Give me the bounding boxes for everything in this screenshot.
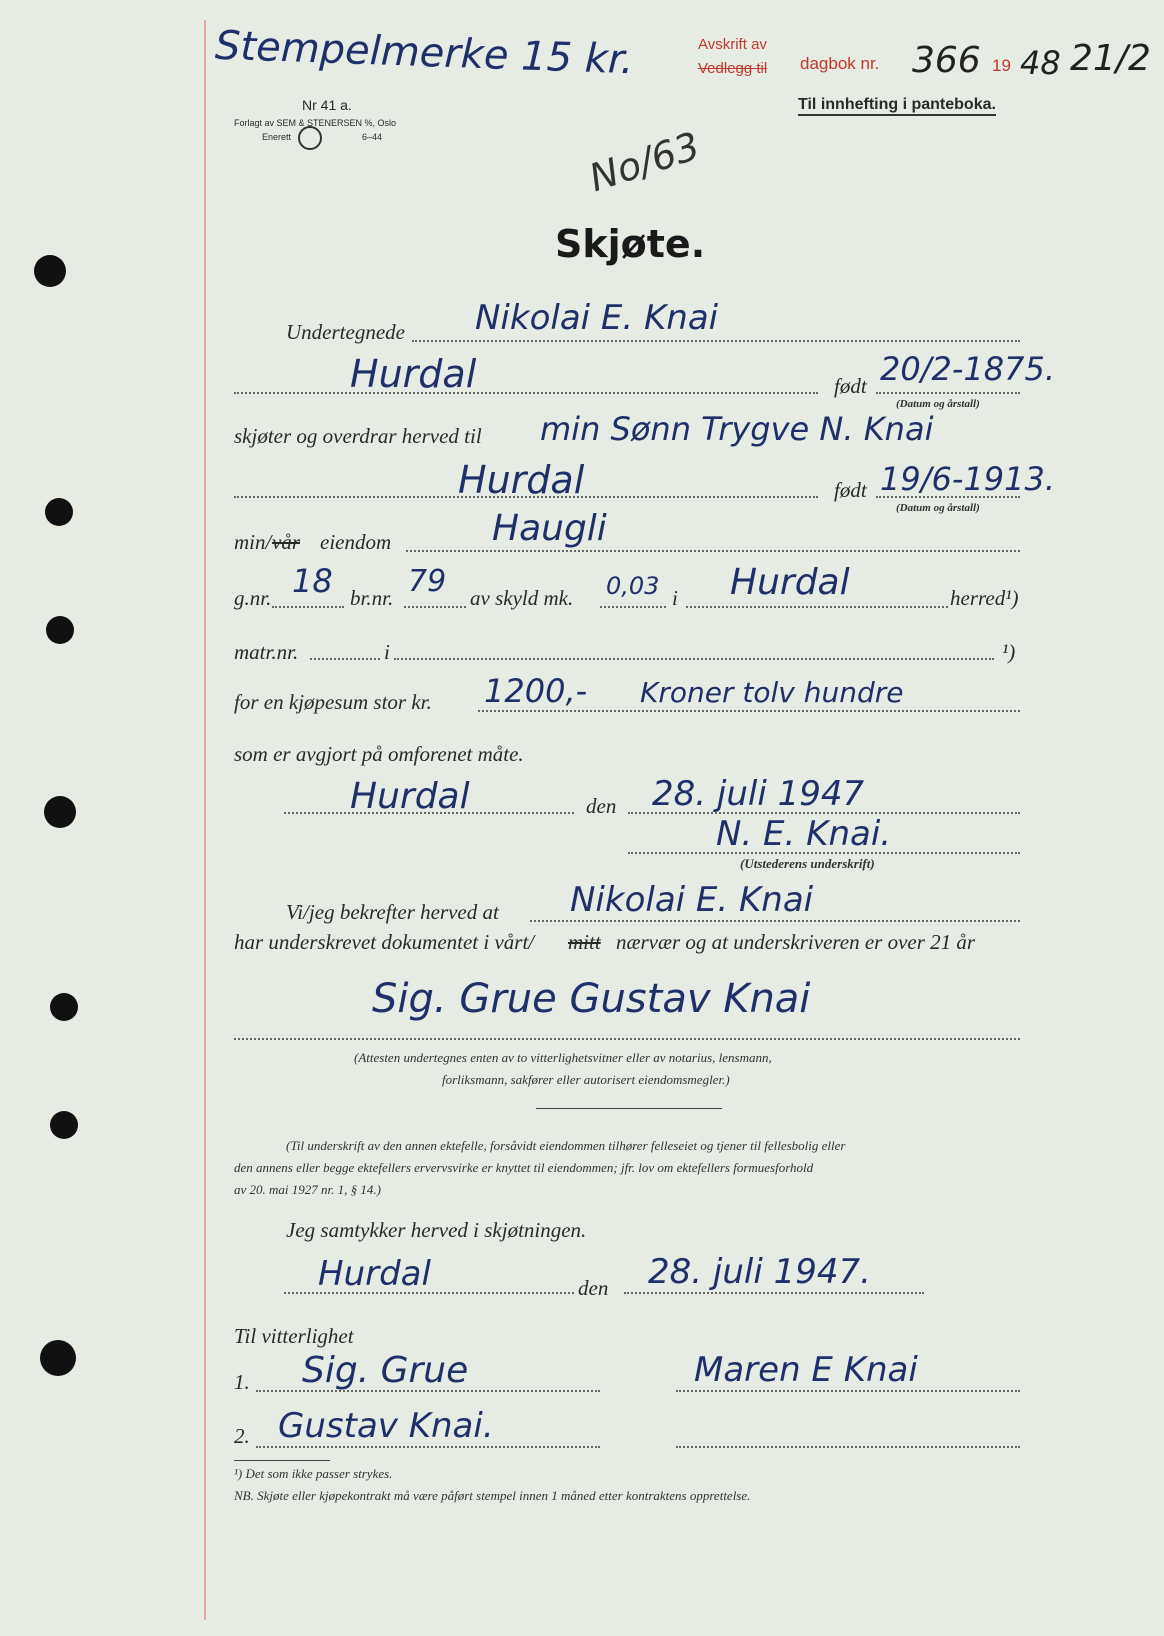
- punch-hole: [50, 993, 78, 1021]
- date-note: 21/2: [1070, 38, 1151, 79]
- dotted-line: [256, 1446, 600, 1448]
- dotted-line: [676, 1446, 1020, 1448]
- skyld-value: 0,03: [606, 572, 660, 600]
- divider: [234, 1460, 330, 1461]
- birth-date-2: 19/6-1913.: [880, 460, 1056, 498]
- dotted-line: [404, 606, 466, 608]
- kjopesum-label: for en kjøpesum stor kr.: [234, 690, 432, 714]
- dotted-line: [284, 1292, 574, 1294]
- handwritten-number: No/63: [583, 123, 705, 201]
- skjoter-label: skjøter og overdrar herved til: [234, 424, 482, 448]
- footnote-1: ¹) Det som ikke passer strykes.: [234, 1466, 393, 1481]
- publisher-seal-icon: [298, 126, 322, 150]
- divider: [536, 1108, 722, 1109]
- punch-hole: [40, 1340, 76, 1376]
- stamp-note: Stempelmerke 15 kr.: [214, 22, 635, 84]
- attest-note-2: forliksmann, sakfører eller autorisert eiendomsmegler.): [442, 1072, 730, 1087]
- red-stamp-line2: Vedlegg til: [698, 60, 768, 77]
- underskrevet-text-a: har underskrevet dokumentet i vårt/: [234, 930, 535, 954]
- dotted-line: [272, 606, 344, 608]
- undertegnede-label: Undertegnede: [286, 320, 405, 344]
- vitterlighet-label: Til vitterlighet: [234, 1324, 354, 1348]
- dotted-line: [310, 658, 380, 660]
- innhefting-label: Til innhefting i panteboka.: [798, 96, 996, 116]
- undertegnede-value: Nikolai E. Knai: [475, 298, 719, 338]
- dotted-line: [256, 1390, 600, 1392]
- punch-hole: [45, 498, 73, 526]
- dotted-line: [234, 1038, 1020, 1040]
- recipient-value: min Sønn Trygve N. Knai: [540, 410, 934, 448]
- witness-2-signature: Gustav Knai.: [278, 1406, 494, 1446]
- issuer-caption: (Utstederens underskrift): [740, 856, 875, 871]
- dotted-line: [394, 658, 994, 660]
- witness-2-number: 2.: [234, 1424, 250, 1448]
- punch-hole: [44, 796, 76, 828]
- punch-hole: [46, 616, 74, 644]
- skyld-label: av skyld mk.: [470, 586, 574, 610]
- den-label-2: den: [578, 1276, 609, 1300]
- underskrevet-text-b: nærvær og at underskriveren er over 21 år: [616, 930, 976, 954]
- eiendom-label-var: vår: [272, 530, 300, 554]
- den-label-1: den: [586, 794, 617, 818]
- red-stamp-dagbok: dagbok nr.: [800, 54, 880, 73]
- dotted-line: [478, 710, 1020, 712]
- dotted-line: [284, 812, 574, 814]
- spouse-signature: Maren E Knai: [694, 1350, 918, 1390]
- fodt-label-2: født: [834, 478, 867, 502]
- spouse-note-1: (Til underskrift av den annen ektefelle, forsåvidt eiendommen tilhører felleseiet og tjener til fellesbolig eller: [286, 1138, 846, 1153]
- publisher-line1: Forlagt av SEM & STENERSEN %, Oslo: [234, 118, 397, 128]
- eiendom-value: Haugli: [492, 508, 607, 549]
- fodt-label-1: født: [834, 374, 867, 398]
- place-3: Hurdal: [318, 1254, 431, 1294]
- dotted-line: [234, 392, 818, 394]
- spouse-note-2: den annens eller begge ektefellers ervervsvirke er knyttet til eiendommen; jfr. lov om ektefellers formuesforhold: [234, 1160, 814, 1175]
- dagbok-number: 366: [912, 40, 981, 81]
- dotted-line: [624, 1292, 924, 1294]
- punch-hole: [50, 1111, 78, 1139]
- place-1: Hurdal: [350, 352, 477, 396]
- matr-end: ¹): [1002, 640, 1016, 664]
- datum-note-1: (Datum og årstall): [896, 398, 980, 410]
- avgjort-text: som er avgjort på omforenet måte.: [234, 742, 524, 766]
- margin-line: [204, 20, 206, 1620]
- matr-label: matr.nr.: [234, 640, 299, 664]
- year-prefix: 19: [992, 56, 1011, 75]
- witness-1-number: 1.: [234, 1370, 250, 1394]
- gnr-label: g.nr.: [234, 586, 272, 610]
- document-title: Skjøte.: [555, 222, 706, 266]
- brnr-label: br.nr.: [350, 586, 394, 610]
- kjopesum-value: 1200,-: [484, 672, 588, 710]
- dotted-line: [412, 340, 1020, 342]
- dotted-line: [600, 606, 666, 608]
- datum-note-2: (Datum og årstall): [896, 502, 980, 514]
- dotted-line: [406, 550, 1020, 552]
- place-2: Hurdal: [458, 458, 585, 502]
- dotted-line: [628, 852, 1020, 854]
- bekrefter-label: Vi/jeg bekrefter herved at: [286, 900, 499, 924]
- herred-value: Hurdal: [730, 562, 850, 603]
- eiendom-label-min: min/: [234, 530, 272, 554]
- eiendom-label: eiendom: [320, 530, 392, 554]
- gnr-value: 18: [292, 562, 333, 600]
- form-number: Nr 41 a.: [302, 97, 352, 113]
- matr-i: i: [384, 640, 390, 664]
- publisher-code: 6–44: [362, 132, 383, 142]
- punch-hole: [34, 255, 66, 287]
- birth-date-1: 20/2-1875.: [880, 350, 1056, 388]
- sign-date: 28. juli 1947: [652, 774, 865, 814]
- dotted-line: [530, 920, 1020, 922]
- date-3: 28. juli 1947.: [648, 1252, 871, 1292]
- samtykker-text: Jeg samtykker herved i skjøtningen.: [286, 1218, 587, 1242]
- issuer-signature: N. E. Knai.: [716, 814, 892, 854]
- sign-place: Hurdal: [350, 776, 470, 817]
- underskrevet-text-mitt: mitt: [568, 930, 601, 954]
- herred-label: herred¹): [950, 586, 1019, 610]
- witness-1-signature: Sig. Grue: [302, 1350, 469, 1391]
- i-label: i: [672, 586, 678, 610]
- footnote-2: NB. Skjøte eller kjøpekontrakt må være påført stempel innen 1 måned etter kontraktens opprettelse.: [234, 1488, 751, 1503]
- bekrefter-value: Nikolai E. Knai: [570, 880, 814, 920]
- red-stamp-line1: Avskrift av: [698, 36, 767, 53]
- brnr-value: 79: [408, 564, 447, 599]
- publisher-line2: Enerett: [262, 132, 292, 142]
- dotted-line: [686, 606, 948, 608]
- year-suffix: 48: [1020, 44, 1061, 82]
- dotted-line: [876, 392, 1020, 394]
- kjopesum-words: Kroner tolv hundre: [640, 676, 904, 709]
- witness-signatures: Sig. Grue Gustav Knai: [372, 976, 811, 1022]
- attest-note-1: (Attesten undertegnes enten av to vitterlighetsvitner eller av notarius, lensmann,: [354, 1050, 772, 1065]
- dotted-line: [676, 1390, 1020, 1392]
- dotted-line: [876, 496, 1020, 498]
- spouse-note-3: av 20. mai 1927 nr. 1, § 14.): [234, 1182, 381, 1197]
